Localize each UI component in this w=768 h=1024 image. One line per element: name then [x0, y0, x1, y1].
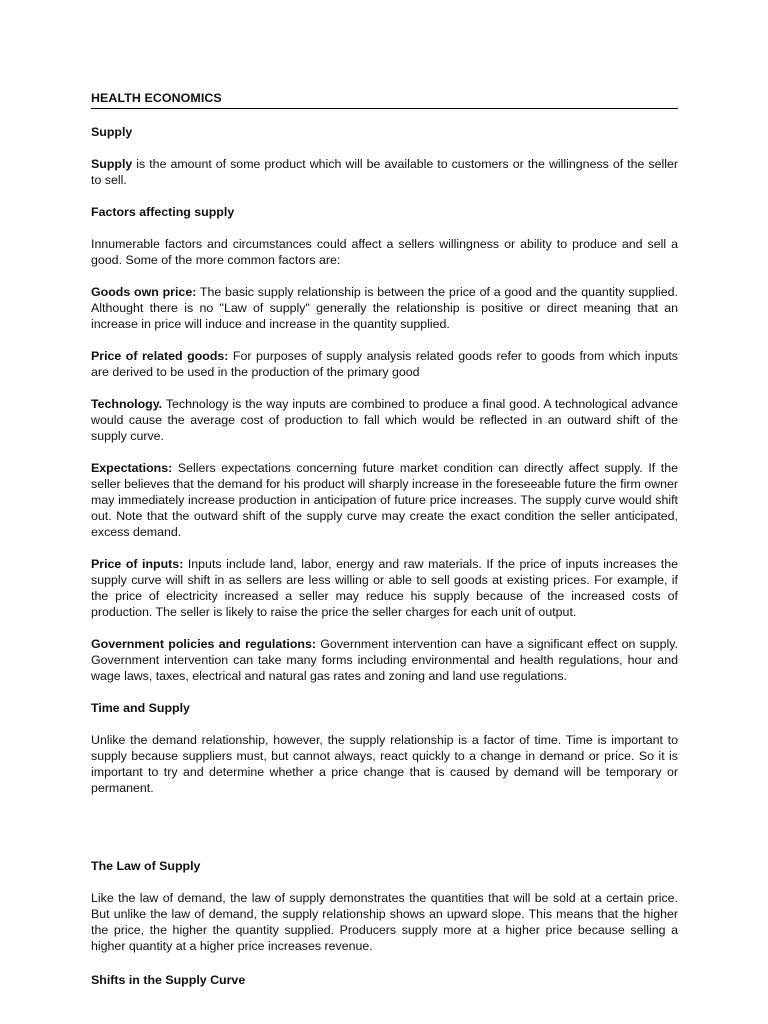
document-page	[91, 90, 678, 988]
section-spacer	[91, 812, 678, 858]
factor-technology	[91, 396, 678, 444]
time-supply-text: Unlike the demand relationship, however, the supply relationship is a factor of time. Time is important to supply because suppliers must, but cannot always, react quickly to a change in demand or price. So it is important to try and determine whether a price change that is caused by demand will be temporary or permanent.	[91, 733, 678, 795]
factor-term: Price of related goods:	[91, 349, 229, 363]
supply-definition-term: Supply	[91, 157, 133, 171]
factor-term: Expectations:	[91, 461, 173, 475]
factor-term: Price of inputs:	[91, 557, 184, 571]
factor-text: Sellers expectations concerning future market condition can directly affect supply. If the seller believes that the demand for his product will sharply increase in the foreseeable future the firm owner may immediately increase production in anticipation of future price increases. The supply curve would shift out. Note that the outward shift of the supply curve may create the exact condition the seller anticipated, excess demand.	[91, 461, 678, 539]
factor-price-of-inputs	[91, 556, 678, 620]
factor-text: Inputs include land, labor, energy and raw materials. If the price of inputs increases the supply curve will shift in as sellers are less willing or able to sell goods at existing prices. For example, if the price of electricity increased a seller may reduce his supply because of the increased costs of production. The seller is likely to raise the price the seller charges for each unit of output.	[91, 557, 679, 619]
factor-term: Government policies and regulations:	[91, 637, 316, 651]
factor-text: For purposes of supply analysis related goods refer to goods from which inputs are derived to be used in the production of the primary good	[91, 349, 678, 379]
supply-heading: Supply	[91, 125, 133, 139]
factor-text: Government intervention can have a significant effect on supply. Government intervention can take many forms including environmental and health regulations, hour and wage laws, taxes, electrical and natural gas rates and zoning and land use regulations.	[91, 637, 678, 683]
factors-intro: Innumerable factors and circumstances could affect a sellers willingness or ability to produce and sell a good. Some of the more common factors are:	[91, 237, 678, 267]
factor-text: Technology is the way inputs are combined to produce a final good. A technological advance would cause the average cost of production to fall which would be reflected in an outward shift of the supply curve.	[91, 397, 678, 443]
factor-government-policies	[91, 636, 678, 684]
time-supply-heading: Time and Supply	[91, 701, 190, 715]
factor-term: Goods own price:	[91, 285, 197, 299]
shifts-supply-curve-heading: Shifts in the Supply Curve	[91, 973, 246, 987]
supply-definition	[91, 156, 678, 188]
supply-definition-text: is the amount of some product which will be available to customers or the willingness of the seller to sell.	[91, 157, 678, 187]
factor-expectations	[91, 460, 678, 540]
factors-heading: Factors affecting supply	[91, 205, 235, 219]
document-title: HEALTH ECONOMICS	[91, 90, 678, 109]
law-of-supply-heading: The Law of Supply	[91, 859, 201, 873]
law-of-supply-text: Like the law of demand, the law of supply demonstrates the quantities that will be sold at a certain price. But unlike the law of demand, the supply relationship shows an upward slope. This means that the higher the price, the higher the quantity supplied. Producers supply more at a higher price because selling a higher quantity at a higher price increases revenue.	[91, 891, 678, 953]
factor-text: The basic supply relationship is between the price of a good and the quantity supplied. Althought there is no "Law of supply" generally the relationship is positive or direct meaning that an increase in price will induce and increase in the quantity supplied.	[91, 285, 679, 331]
factor-price-related-goods	[91, 348, 678, 380]
factor-goods-own-price	[91, 284, 678, 332]
factor-term: Technology.	[91, 397, 163, 411]
